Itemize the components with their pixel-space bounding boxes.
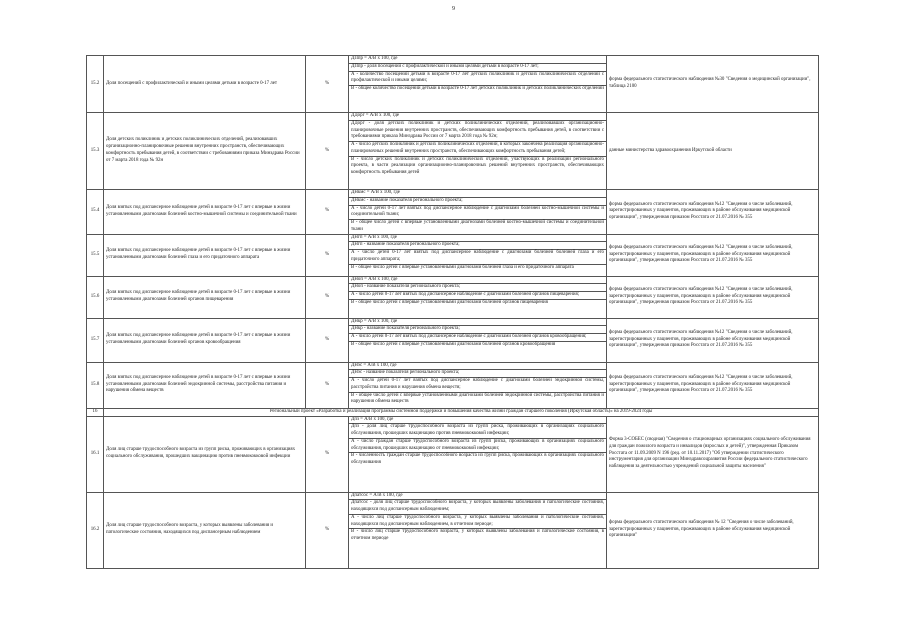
table-row — [87, 234, 819, 276]
unit: % — [306, 234, 349, 276]
section-title: Региональный проект «Разработка и реализация программы системной поддержки и повышения качества жизни граждан старшего поколения (Иркутская область)» на 2019-2024 годы — [104, 408, 819, 416]
unit: % — [306, 113, 349, 190]
formula-line: Дпз = А/В х 100, где — [349, 417, 606, 425]
formula-line: ДНкмс - название показателя регионального проекта; — [349, 198, 606, 206]
indicator-name: Доля взятых под диспансерное наблюдение детей в возрасте 0-17 лет с впервые в жизни установленными диагнозами болезней глаза и его придаточного аппарата — [104, 234, 306, 276]
table-row — [87, 416, 819, 492]
row-number: 15.2 — [87, 56, 104, 113]
calculation-formula — [349, 276, 607, 318]
data-source: форма федерального статистического наблюдения № 12 "Сведения о числе заболеваний, зарегистрированных у пациентов, проживающих в районе обслуживания медицинской организации" — [607, 492, 819, 568]
formula-line: В - общее число детей с впервые установленными диагнозами болезней костно-мышечной системы и соединительной ткани — [351, 220, 604, 232]
indicator-name: Доля лиц старше трудоспособного возраста, у которых выявлены заболевания и патологические состояния, находящихся под диспансерным наблюдением — [104, 492, 306, 568]
formula-line: ДНоп = А/В х 100, где — [349, 277, 606, 285]
table-row — [87, 318, 819, 362]
calculation-formula — [349, 362, 607, 408]
calculation-formula — [349, 492, 607, 568]
formula-line: А - число граждан старше трудоспособного возраста из групп риска, проживающих в организациях социального обслуживания, прошедших вакцинацию от пневмококковой инфекции; — [349, 439, 606, 454]
formula-line: ДПпр - доля посещений с профилактической и иными целями детьми в возрасте 0-17 лет; — [349, 64, 606, 72]
indicator-name: Доля лиц старше трудоспособного возраста из групп риска, проживающих в организациях социального обслуживания, прошедших вакцинацию против пневмококковой инфекции — [104, 416, 306, 492]
unit: % — [306, 492, 349, 568]
unit: % — [306, 318, 349, 362]
data-source: форма федерального статистического наблюдения №30 "Сведения о медицинской организации", таблица 2100 — [607, 56, 819, 113]
formula-line: ДДорг - доля детских поликлиник и детских поликлинических отделений, реализовавших организационно-планировочные решения внутренних пространств, обеспечивающих комфортность пребывания детей, в соответствии с требованиями приказа Минздрава России от 7 марта 2018 года № 92н; — [349, 121, 606, 142]
data-source: форма федерального статистического наблюдения №12 "Сведения о числе заболеваний, зарегистрированных у пациентов, проживающих в районе обслуживания медицинской организации", утвержденная приказом Росстата от 21.07.2016 № 355 — [607, 234, 819, 276]
row-number: 15.3 — [87, 113, 104, 190]
table-row — [87, 362, 819, 408]
formula-line: А - число детей 0-17 лет взятых под диспансерное наблюдение с диагнозами болезней костно-мышечной системы и соединительной ткани; — [349, 206, 606, 221]
formula-line: ДНэс = А/В х 100, где — [349, 363, 606, 371]
formula-line: А - число детей 0-17 лет взятых под диспансерное наблюдение с диагнозами болезней эндокринной системы, расстройства питания и нарушения обмена веществ; — [349, 378, 606, 393]
data-source: форма федерального статистического наблюдения №12 "Сведения о числе заболеваний, зарегистрированных у пациентов, проживающих в районе обслуживания медицинской организации", утвержденная приказом Росстата от 21.07.2016 № 355 — [607, 276, 819, 318]
indicator-name: Доля детских поликлиник и детских поликлинических отделений, реализовавших организационно-планировочные решения внутренних пространств, обеспечивающих комфортность пребывания детей, в соответствии с требованиями приказа Минздрава России от 7 марта 2018 года № 92н — [104, 113, 306, 190]
page-number: 9 — [452, 6, 455, 12]
table-row — [87, 276, 819, 318]
unit: % — [306, 416, 349, 492]
formula-line: В - общее количество посещений детьми в возрасте 0-17 лет детских поликлиник и детских поликлинических отделений — [351, 86, 604, 92]
formula-line: В - численность граждан старше трудоспособного возраста из групп риска, проживающих в организациях социального обслуживания — [351, 453, 604, 466]
formula-line: В - общее число детей с впервые установленными диагнозами болезней глаза и его придаточного аппарата — [351, 264, 574, 270]
formula-line: А - число детей 0-17 лет взятых под диспансерное наблюдение с диагнозами болезней болезней глаза и его придаточного аппарата; — [349, 250, 606, 265]
formula-line: А - число детских поликлиник и детских поликлинических отделений, в которых закончена реализация организационно-планировочных решений внутренних пространств, обеспечивающих комфортность пребывания детей; — [349, 142, 606, 157]
formula-line: ДПпр = А/В х 100, где — [349, 56, 606, 64]
calculation-formula — [349, 113, 607, 190]
indicator-name: Доля взятых под диспансерное наблюдение детей в возрасте 0-17 лет с впервые в жизни установленными диагнозами болезней костно-мышечной системы и соединительной ткани — [104, 190, 306, 235]
formula-line: В - общее число детей с впервые установленными диагнозами болезней эндокринной системы, расстройства питания и нарушения обмена веществ — [351, 392, 604, 405]
calculation-formula — [349, 234, 607, 276]
row-number: 15.5 — [87, 234, 104, 276]
section-number: 16 — [87, 408, 104, 416]
row-number: 15.7 — [87, 318, 104, 362]
unit: % — [306, 362, 349, 408]
row-number: 15.6 — [87, 276, 104, 318]
data-source: Форма 3-СОБЕС (сводная) "Сведения о стационарных организациях социального обслуживания для граждан пожилого возраста и инвалидов (взрослых и детей)", утвержденная Приказом Росстата от 11.09.2009 N 196 (ред. от 10.11.2017) "Об утверждении статистического инструментария для организации Минздравсоцразвития России федерального статистического наблюдения за деятельностью учреждений социальной защиты населения" — [607, 416, 819, 492]
table-row — [87, 56, 819, 113]
formula-line: ДНгп = А/В х 100, где — [349, 235, 606, 243]
data-source: форма федерального статистического наблюдения №12 "Сведения о числе заболеваний, зарегистрированных у пациентов, проживающих в районе обслуживания медицинской организации", утвержденная приказом Росстата от 21.07.2016 № 355 — [607, 318, 819, 362]
row-number: 15.8 — [87, 362, 104, 408]
formula-line: Дпз - доля лиц старше трудоспособного возраста из групп риска, проживающих в организациях социального обслуживания, прошедших вакцинацию против пневмококковой инфекции; — [349, 424, 606, 439]
data-source: данные министерства здравоохранения Иркутской области — [607, 113, 819, 190]
indicator-name: Доля посещений с профилактической и иными целями детьми в возрасте 0-17 лет — [104, 56, 306, 113]
section-row — [87, 408, 819, 416]
formula-line: ДНкр = А/В х 100, где — [349, 319, 606, 327]
formula-line: ДНкр - название показателя регионального проекта; — [349, 326, 606, 334]
calculation-formula — [349, 56, 607, 113]
formula-line: ДНоп - название показателя регионального проекта; — [349, 284, 606, 292]
indicator-name: Доля взятых под диспансерное наблюдение детей в возрасте 0-17 лет с впервые в жизни установленными диагнозами болезней эндокринной системы, расстройства питания и нарушения обмена веществ — [104, 362, 306, 408]
calculation-formula — [349, 416, 607, 492]
formula-line: А - число лиц старше трудоспособного возраста, у которых выявлены заболевания и патологические состояния, находящихся под диспансерным наблюдением, в отчетном периоде; — [349, 515, 606, 530]
row-number: 16.2 — [87, 492, 104, 568]
formula-line: А - число детей 0-17 лет взятых под диспансерное наблюдение с диагнозами болезней органов пищеварения; — [349, 292, 606, 300]
indicator-name: Доля взятых под диспансерное наблюдение детей в возрасте 0-17 лет с впервые в жизни установленными диагнозами болезней органов пищеварения — [104, 276, 306, 318]
formula-line: В - число лиц старше трудоспособного возраста, у которых выявлены заболевания и патологические состояния, в отчетном периоде — [351, 529, 604, 542]
formula-line: Дпатсос - доля лиц старше трудоспособного возраста, у которых выявлены заболевания и патологические состояния, находящихся под диспансерным наблюдением; — [349, 500, 606, 515]
table-row — [87, 190, 819, 235]
row-number: 15.4 — [87, 190, 104, 235]
calculation-formula — [349, 318, 607, 362]
formula-line: ДДорг = А/В х 100, где — [349, 113, 606, 121]
formula-line: А - число детей 0-17 лет взятых под диспансерное наблюдение с диагнозами болезней органов кровообращения; — [349, 334, 606, 342]
data-source: форма федерального статистического наблюдения №12 "Сведения о числе заболеваний, зарегистрированных у пациентов, проживающих в районе обслуживания медицинской организации", утвержденная приказом Росстата от 21.07.2016 № 355 — [607, 362, 819, 408]
indicators-table — [86, 55, 819, 569]
data-source: форма федерального статистического наблюдения №12 "Сведения о числе заболеваний, зарегистрированных у пациентов, проживающих в районе обслуживания медицинской организации", утвержденная приказом Росстата от 21.07.2016 № 355 — [607, 190, 819, 235]
formula-line: ДНкмс = А/В х 100, где — [349, 190, 606, 198]
formula-line: ДНэс - название показателя регионального проекта; — [349, 370, 606, 378]
formula-line: В - общее число детей с впервые установленными диагнозами болезней органов кровообращения — [351, 341, 556, 347]
row-number: 16.1 — [87, 416, 104, 492]
table-row — [87, 492, 819, 568]
indicator-name: Доля взятых под диспансерное наблюдение детей в возрасте 0-17 лет с впервые в жизни установленными диагнозами болезней органов кровообращения — [104, 318, 306, 362]
unit: % — [306, 276, 349, 318]
unit: % — [306, 56, 349, 113]
calculation-formula — [349, 190, 607, 235]
unit: % — [306, 190, 349, 235]
formula-line: В - общее число детей с впервые установленными диагнозами болезней органов пищеварения — [351, 299, 548, 305]
formula-line: В - число детских поликлиник и детских поликлинических отделений, участвующих в реализации регионального проекта, в части реализации организационно-планировочных решений внутренних пространств, обеспечивающих комфортность пребывания детей — [351, 156, 604, 176]
formula-line: Дпатсос = А/В х 100, где — [349, 493, 606, 501]
formula-line: ДНгп - название показателя регионального проекта; — [349, 242, 606, 250]
table-row — [87, 113, 819, 190]
formula-line: А - количество посещений детьми в возрасте 0-17 лет детских поликлиник и детских поликлинических отделений с профилактической и иными целями; — [349, 72, 606, 87]
